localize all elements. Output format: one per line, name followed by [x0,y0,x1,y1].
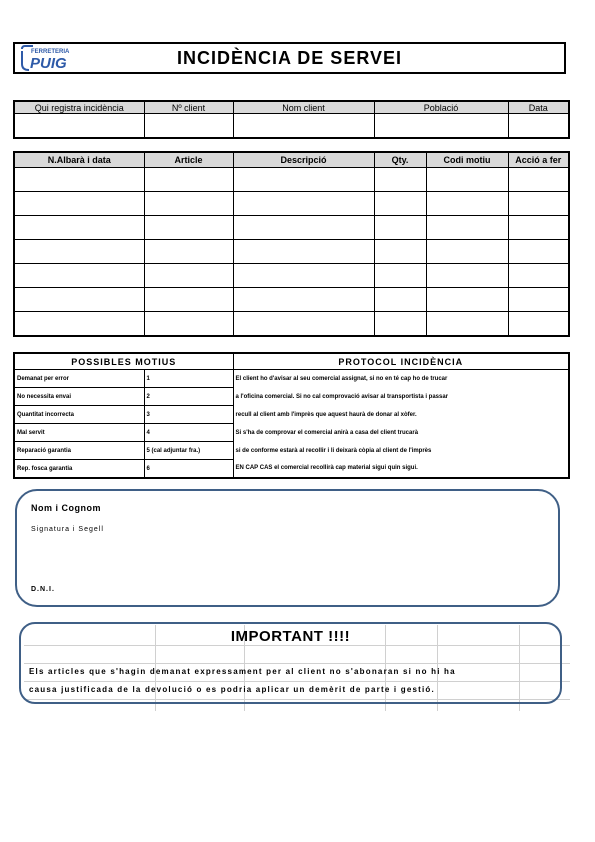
lines-col-qty: Qty. [374,152,426,168]
lines-col-description: Descripció [233,152,374,168]
reason-code-field[interactable] [426,216,508,240]
article-field[interactable] [144,312,233,337]
reason-label: Rep. fosca garantia [14,460,144,479]
reason-code-field[interactable] [426,312,508,337]
info-col-client-number: Nº client [144,101,233,114]
description-field[interactable] [233,192,374,216]
info-col-town: Població [374,101,508,114]
description-field[interactable] [233,168,374,192]
town-field[interactable] [374,114,508,139]
description-field[interactable] [233,288,374,312]
reason-label: Mal servit [14,424,144,442]
article-field[interactable] [144,168,233,192]
action-field[interactable] [508,264,569,288]
table-row [14,240,569,264]
description-field[interactable] [233,240,374,264]
reason-label: Demanat per error [14,370,144,388]
qty-field[interactable] [374,216,426,240]
delivery-note-field[interactable] [14,264,144,288]
article-field[interactable] [144,288,233,312]
incident-lines-table [13,151,570,337]
logo-top-text: FERRETERIA [31,49,70,55]
important-notice-box [19,622,562,704]
incident-info-table [13,100,570,139]
protocol-line: recull al client amb l'imprès que aquest haurà de donar al xòfer. [233,406,569,424]
table-row [14,168,569,192]
table-row [14,216,569,240]
info-col-client-name: Nom client [233,101,374,114]
reason-label: Reparació garantia [14,442,144,460]
protocol-line: a l'oficina comercial. Si no cal comprovació avisar al transportista i passar [233,388,569,406]
table-row [14,312,569,337]
lines-col-delivery-note: N.Albarà i data [14,152,144,168]
qty-field[interactable] [374,288,426,312]
action-field[interactable] [508,312,569,337]
delivery-note-field[interactable] [14,240,144,264]
qty-field[interactable] [374,168,426,192]
reason-code: 4 [144,424,233,442]
table-row [14,192,569,216]
reason-code-field[interactable] [426,264,508,288]
delivery-note-field[interactable] [14,312,144,337]
protocol-line: El client ho d'avisar al seu comercial assignat, si no en té cap ho de trucar [233,370,569,388]
reason-code: 2 [144,388,233,406]
action-field[interactable] [508,216,569,240]
dni-label: D.N.I. [31,586,55,593]
delivery-note-field[interactable] [14,216,144,240]
important-text-line: Els articles que s'hagin demanat expressament per al client no s'abonaran si no hi ha [29,667,456,676]
reason-code-field[interactable] [426,240,508,264]
qty-field[interactable] [374,240,426,264]
action-field[interactable] [508,192,569,216]
table-row [14,264,569,288]
signature-label: Signatura i Segell [31,526,104,533]
table-row [14,288,569,312]
action-field[interactable] [508,288,569,312]
document-header [13,42,566,74]
page-title: INCIDÈNCIA DE SERVEI [176,48,403,68]
reason-code: 1 [144,370,233,388]
action-field[interactable] [508,168,569,192]
description-field[interactable] [233,216,374,240]
lines-col-reason-code: Codi motiu [426,152,508,168]
article-field[interactable] [144,216,233,240]
reason-label: No necessita envai [14,388,144,406]
reason-label: Quantitat incorrecta [14,406,144,424]
reason-code: 5 (cal adjuntar fra.) [144,442,233,460]
lines-col-action: Acció a fer [508,152,569,168]
reasons-title: POSSIBLES MOTIUS [14,353,233,370]
article-field[interactable] [144,240,233,264]
qty-field[interactable] [374,312,426,337]
signature-box[interactable] [15,489,560,607]
reason-code-field[interactable] [426,288,508,312]
article-field[interactable] [144,264,233,288]
protocol-line: si de conforme estarà al recollir i li deixarà còpia al client de l'imprès [233,442,569,460]
article-field[interactable] [144,192,233,216]
protocol-line: EN CAP CAS el comercial recollirà cap material sigui quin sigui. [233,460,569,479]
info-col-date: Data [508,101,569,114]
reason-code-field[interactable] [426,192,508,216]
protocol-title: PROTOCOL INCIDÈNCIA [233,353,569,370]
protocol-line: Si s'ha de comprovar el comercial anirà a casa del client trucarà [233,424,569,442]
qty-field[interactable] [374,264,426,288]
description-field[interactable] [233,312,374,337]
reason-code: 3 [144,406,233,424]
registrant-field[interactable] [14,114,144,139]
lines-col-article: Article [144,152,233,168]
logo-main-text: PUIG [30,55,67,71]
client-number-field[interactable] [144,114,233,139]
reasons-protocol-table [13,352,570,479]
delivery-note-field[interactable] [14,168,144,192]
reason-code: 6 [144,460,233,479]
reason-code-field[interactable] [426,168,508,192]
name-label: Nom i Cognom [31,503,101,513]
description-field[interactable] [233,264,374,288]
important-title: IMPORTANT !!!! [230,628,351,645]
info-col-registrant: Qui registra incidència [14,101,144,114]
important-text-line: causa justificada de la devolució o es podria aplicar un demèrit de parte i gestió. [29,685,435,694]
action-field[interactable] [508,240,569,264]
client-name-field[interactable] [233,114,374,139]
delivery-note-field[interactable] [14,288,144,312]
qty-field[interactable] [374,192,426,216]
date-field[interactable] [508,114,569,139]
delivery-note-field[interactable] [14,192,144,216]
